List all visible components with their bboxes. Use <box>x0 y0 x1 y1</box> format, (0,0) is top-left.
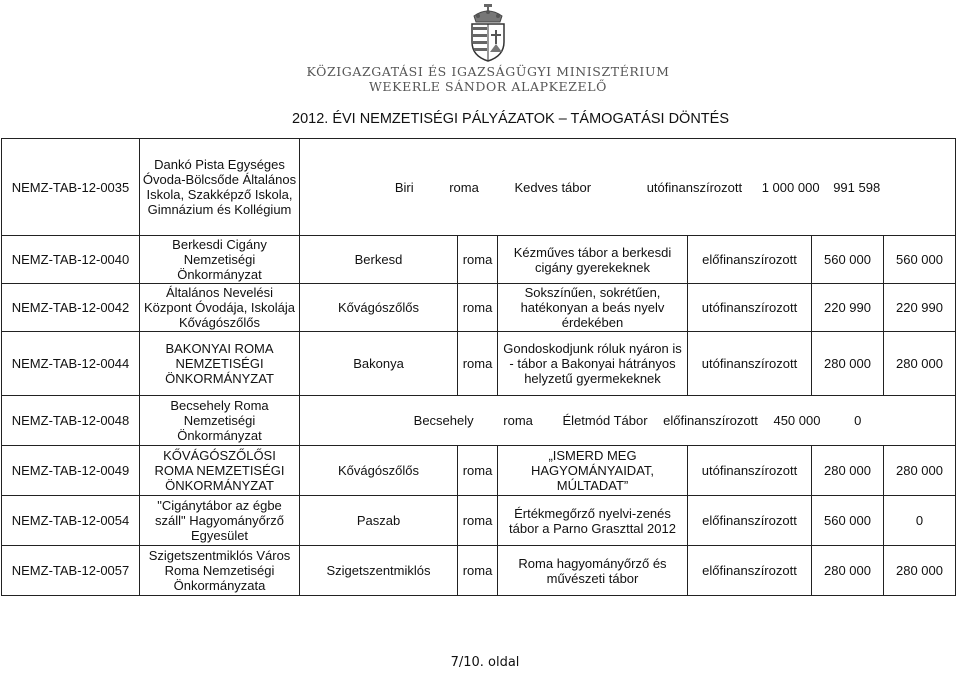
settlement: Biri <box>394 179 414 195</box>
ministry-line-1: KÖZIGAZGATÁSI ÉS IGAZSÁGÜGYI MINISZTÉRIUM <box>306 64 670 79</box>
applicant-name: Becsehely Roma Nemzetiségi Önkormányzat <box>140 396 300 446</box>
page-number: 7/10. oldal <box>450 655 520 670</box>
settlement: Kővágószőlős <box>300 284 458 332</box>
ministry-line-2: WEKERLE SÁNDOR ALAPKEZELŐ <box>368 79 608 94</box>
application-id: NEMZ-TAB-12-0054 <box>2 496 140 546</box>
application-id: NEMZ-TAB-12-0035 <box>2 139 140 236</box>
application-id: NEMZ-TAB-12-0049 <box>2 446 140 496</box>
granted-amount: 280 000 <box>884 446 956 496</box>
financing-type: előfinanszírozott <box>688 236 812 284</box>
financing-type: előfinanszírozott <box>688 496 812 546</box>
hungarian-coat-of-arms-icon <box>466 4 510 62</box>
application-id: NEMZ-TAB-12-0042 <box>2 284 140 332</box>
table-row <box>2 546 956 596</box>
settlement: Becsehely <box>413 413 474 428</box>
settlement: Kővágószőlős <box>300 446 458 496</box>
granted-amount: 220 990 <box>884 284 956 332</box>
settlement: Berkesd <box>300 236 458 284</box>
table-row <box>2 446 956 496</box>
nationality: roma <box>449 179 479 195</box>
granted-amount: 280 000 <box>884 332 956 396</box>
financing-type: utófinanszírozott <box>688 446 812 496</box>
table-row <box>2 284 956 332</box>
project-title: Roma hagyományőrző és művészeti tábor <box>498 546 688 596</box>
requested-amount: 560 000 <box>812 496 884 546</box>
table-row <box>2 332 956 396</box>
project-title: „ISMERD MEG HAGYOMÁNYAIDAT, MÚLTADAT” <box>498 446 688 496</box>
row-details <box>300 396 956 446</box>
financing-type: előfinanszírozott <box>663 413 758 428</box>
table-row <box>2 236 956 284</box>
page-title: 2012. ÉVI NEMZETISÉGI PÁLYÁZATOK – TÁMOGATÁSI DÖNTÉS <box>292 111 729 127</box>
row-details <box>300 139 956 236</box>
nationality: roma <box>503 413 533 428</box>
nationality: roma <box>458 332 498 396</box>
document-header <box>0 0 960 140</box>
requested-amount: 1 000 000 <box>761 179 820 195</box>
nationality: roma <box>458 446 498 496</box>
nationality: roma <box>458 496 498 546</box>
application-id: NEMZ-TAB-12-0057 <box>2 546 140 596</box>
settlement: Bakonya <box>300 332 458 396</box>
project-title: Kézműves tábor a berkesdi cigány gyerekeknek <box>498 236 688 284</box>
requested-amount: 450 000 <box>773 413 821 428</box>
applicant-name: Általános Nevelési Központ Óvodája, Iskolája Kővágószőlős <box>140 284 300 332</box>
project-title: Értékmegőrző nyelvi-zenés tábor a Parno Graszttal 2012 <box>498 496 688 546</box>
requested-amount: 560 000 <box>812 236 884 284</box>
requested-amount: 280 000 <box>812 446 884 496</box>
ministry-name <box>300 64 676 94</box>
applicant-name: KŐVÁGÓSZŐLŐSI ROMA NEMZETISÉGI ÖNKORMÁNYZAT <box>140 446 300 496</box>
application-id: NEMZ-TAB-12-0048 <box>2 396 140 446</box>
financing-type: utófinanszírozott <box>646 179 743 195</box>
nationality: roma <box>458 284 498 332</box>
project-title: Kedves tábor <box>514 179 592 195</box>
financing-type: utófinanszírozott <box>688 332 812 396</box>
table-row <box>2 496 956 546</box>
applicant-name: "Cigánytábor az égbe száll" Hagyományőrző Egyesület <box>140 496 300 546</box>
settlement: Szigetszentmiklós <box>300 546 458 596</box>
table-row <box>2 396 956 446</box>
project-title: Sokszínűen, sokrétűen, hatékonyan a beás nyelv érdekében <box>498 284 688 332</box>
applicant-name: Szigetszentmiklós Város Roma Nemzetiségi Önkormányzata <box>140 546 300 596</box>
applicant-name: Dankó Pista Egységes Óvoda-Bölcsőde Általános Iskola, Szakképző Iskola, Gimnázium és Kollégium <box>140 139 300 236</box>
requested-amount: 280 000 <box>812 332 884 396</box>
granted-amount: 0 <box>884 496 956 546</box>
applicant-name: BAKONYAI ROMA NEMZETISÉGI ÖNKORMÁNYZAT <box>140 332 300 396</box>
application-id: NEMZ-TAB-12-0044 <box>2 332 140 396</box>
grant-decision-table <box>1 138 956 596</box>
project-title: Életmód Tábor <box>562 413 648 428</box>
requested-amount: 220 990 <box>812 284 884 332</box>
granted-amount: 991 598 <box>833 179 881 195</box>
table-row <box>2 139 956 236</box>
granted-amount: 560 000 <box>884 236 956 284</box>
financing-type: utófinanszírozott <box>688 284 812 332</box>
requested-amount: 280 000 <box>812 546 884 596</box>
application-id: NEMZ-TAB-12-0040 <box>2 236 140 284</box>
granted-amount: 0 <box>854 413 862 428</box>
settlement: Paszab <box>300 496 458 546</box>
nationality: roma <box>458 236 498 284</box>
applicant-name: Berkesdi Cigány Nemzetiségi Önkormányzat <box>140 236 300 284</box>
nationality: roma <box>458 546 498 596</box>
granted-amount: 280 000 <box>884 546 956 596</box>
project-title: Gondoskodjunk róluk nyáron is - tábor a Bakonyai hátrányos helyzetű gyermekeknek <box>498 332 688 396</box>
financing-type: előfinanszírozott <box>688 546 812 596</box>
